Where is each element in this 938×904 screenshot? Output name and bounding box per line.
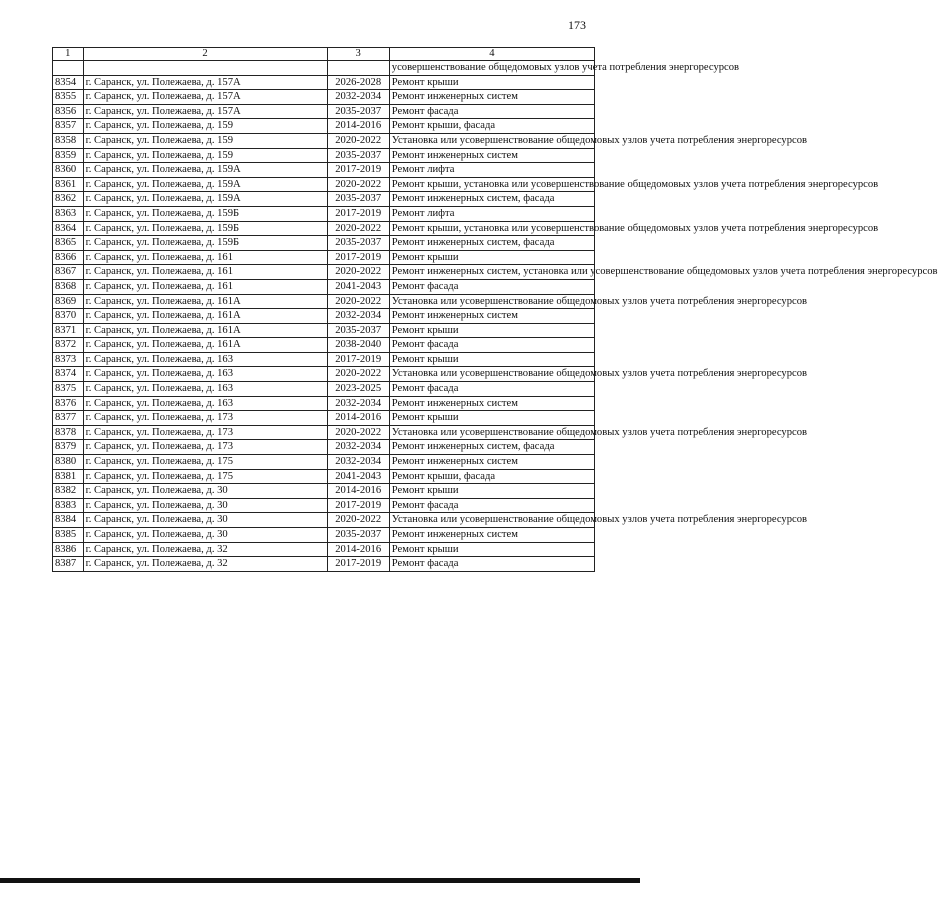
address-cell: г. Саранск, ул. Полежаева, д. 161А (83, 294, 327, 309)
row-number-cell: 8377 (53, 411, 84, 426)
row-number-cell: 8374 (53, 367, 84, 382)
table-row (53, 425, 595, 440)
row-number-cell: 8379 (53, 440, 84, 455)
address-cell: г. Саранск, ул. Полежаева, д. 159А (83, 192, 327, 207)
row-number-cell: 8382 (53, 484, 84, 499)
period-cell: 2041-2043 (327, 279, 389, 294)
address-cell: г. Саранск, ул. Полежаева, д. 175 (83, 469, 327, 484)
table-row (53, 192, 595, 207)
address-cell: г. Саранск, ул. Полежаева, д. 173 (83, 411, 327, 426)
period-cell: 2017-2019 (327, 163, 389, 178)
work-type-cell: Ремонт инженерных систем (389, 455, 594, 470)
work-type-cell: Ремонт крыши (389, 484, 594, 499)
address-cell: г. Саранск, ул. Полежаева, д. 32 (83, 542, 327, 557)
work-type-cell: Ремонт крыши (389, 411, 594, 426)
address-cell: г. Саранск, ул. Полежаева, д. 173 (83, 425, 327, 440)
period-cell: 2032-2034 (327, 455, 389, 470)
work-type-cell: Ремонт крыши (389, 542, 594, 557)
work-type-cell: Ремонт инженерных систем (389, 148, 594, 163)
period-cell: 2035-2037 (327, 148, 389, 163)
work-type-cell: Ремонт инженерных систем (389, 528, 594, 543)
table-row (53, 469, 595, 484)
work-type-cell: Ремонт крыши, фасада (389, 469, 594, 484)
row-number-cell: 8376 (53, 396, 84, 411)
row-number-cell: 8364 (53, 221, 84, 236)
work-type-cell: Ремонт крыши (389, 75, 594, 90)
period-cell: 2032-2034 (327, 396, 389, 411)
table-row (53, 177, 595, 192)
period-cell: 2017-2019 (327, 250, 389, 265)
column-header: 2 (83, 48, 327, 61)
address-cell: г. Саранск, ул. Полежаева, д. 159Б (83, 221, 327, 236)
row-number-cell: 8370 (53, 309, 84, 324)
work-type-cell: Ремонт инженерных систем, фасада (389, 236, 594, 251)
row-number-cell: 8387 (53, 557, 84, 572)
address-cell: г. Саранск, ул. Полежаева, д. 30 (83, 528, 327, 543)
period-cell: 2020-2022 (327, 367, 389, 382)
address-cell: г. Саранск, ул. Полежаева, д. 157А (83, 90, 327, 105)
row-number-cell: 8375 (53, 382, 84, 397)
address-cell: г. Саранск, ул. Полежаева, д. 175 (83, 455, 327, 470)
table-row (53, 236, 595, 251)
table-row (53, 104, 595, 119)
work-type-cell: Ремонт фасада (389, 382, 594, 397)
row-number-cell (53, 61, 84, 76)
table-row (53, 528, 595, 543)
address-cell: г. Саранск, ул. Полежаева, д. 157А (83, 75, 327, 90)
period-cell: 2032-2034 (327, 440, 389, 455)
table-row (53, 133, 595, 148)
row-number-cell: 8384 (53, 513, 84, 528)
work-type-cell: Ремонт фасада (389, 104, 594, 119)
table-row (53, 90, 595, 105)
work-type-cell: Установка или усовершенствование общедомовых узлов учета потребления энергоресурсов (389, 367, 594, 382)
address-cell: г. Саранск, ул. Полежаева, д. 161 (83, 265, 327, 280)
period-cell (327, 61, 389, 76)
row-number-cell: 8386 (53, 542, 84, 557)
table-row (53, 513, 595, 528)
row-number-cell: 8360 (53, 163, 84, 178)
work-type-cell: Ремонт крыши, установка или усовершенствование общедомовых узлов учета потребления энергоресурсов (389, 177, 594, 192)
address-cell: г. Саранск, ул. Полежаева, д. 161А (83, 309, 327, 324)
period-cell: 2020-2022 (327, 221, 389, 236)
row-number-cell: 8378 (53, 425, 84, 440)
page-number: 173 (568, 18, 586, 32)
table-row (53, 119, 595, 134)
address-cell: г. Саранск, ул. Полежаева, д. 161А (83, 338, 327, 353)
row-number-cell: 8366 (53, 250, 84, 265)
table-row (53, 221, 595, 236)
work-type-cell: Ремонт инженерных систем (389, 396, 594, 411)
work-type-cell: Ремонт крыши (389, 250, 594, 265)
address-cell: г. Саранск, ул. Полежаева, д. 159Б (83, 206, 327, 221)
period-cell: 2035-2037 (327, 104, 389, 119)
address-cell: г. Саранск, ул. Полежаева, д. 159А (83, 163, 327, 178)
work-type-cell: Установка или усовершенствование общедомовых узлов учета потребления энергоресурсов (389, 425, 594, 440)
column-header: 3 (327, 48, 389, 61)
table-row (53, 323, 595, 338)
address-cell: г. Саранск, ул. Полежаева, д. 159 (83, 119, 327, 134)
period-cell: 2014-2016 (327, 542, 389, 557)
row-number-cell: 8373 (53, 352, 84, 367)
table-body (53, 61, 938, 572)
table-row (53, 484, 595, 499)
table-row (53, 352, 595, 367)
row-number-cell: 8372 (53, 338, 84, 353)
table-row (53, 163, 595, 178)
repair-schedule-table (52, 47, 938, 572)
header-row (53, 48, 595, 61)
table-row (53, 61, 595, 76)
row-number-cell: 8385 (53, 528, 84, 543)
scan-edge-bar (0, 878, 640, 883)
period-cell: 2017-2019 (327, 557, 389, 572)
table-row (53, 148, 595, 163)
row-number-cell: 8361 (53, 177, 84, 192)
table-row (53, 338, 595, 353)
column-header: 4 (389, 48, 594, 61)
address-cell: г. Саранск, ул. Полежаева, д. 30 (83, 498, 327, 513)
period-cell: 2035-2037 (327, 192, 389, 207)
address-cell: г. Саранск, ул. Полежаева, д. 163 (83, 396, 327, 411)
address-cell: г. Саранск, ул. Полежаева, д. 161А (83, 323, 327, 338)
period-cell: 2032-2034 (327, 309, 389, 324)
row-number-cell: 8355 (53, 90, 84, 105)
address-cell: г. Саранск, ул. Полежаева, д. 161 (83, 279, 327, 294)
period-cell: 2020-2022 (327, 513, 389, 528)
table-row (53, 250, 595, 265)
period-cell: 2035-2037 (327, 323, 389, 338)
period-cell: 2041-2043 (327, 469, 389, 484)
row-number-cell: 8368 (53, 279, 84, 294)
work-type-cell: Ремонт крыши (389, 323, 594, 338)
work-type-cell: Ремонт инженерных систем, установка или усовершенствование общедомовых узлов учета потребления энергоресурсов (389, 265, 594, 280)
row-number-cell: 8367 (53, 265, 84, 280)
period-cell: 2017-2019 (327, 498, 389, 513)
row-number-cell: 8363 (53, 206, 84, 221)
row-number-cell: 8365 (53, 236, 84, 251)
table-row (53, 309, 595, 324)
row-number-cell: 8369 (53, 294, 84, 309)
table-row (53, 265, 595, 280)
period-cell: 2026-2028 (327, 75, 389, 90)
address-cell: г. Саранск, ул. Полежаева, д. 159 (83, 148, 327, 163)
period-cell: 2020-2022 (327, 265, 389, 280)
work-type-cell: Ремонт фасада (389, 279, 594, 294)
work-type-cell: Ремонт фасада (389, 557, 594, 572)
address-cell: г. Саранск, ул. Полежаева, д. 30 (83, 513, 327, 528)
table-row (53, 396, 595, 411)
work-type-cell: Ремонт инженерных систем (389, 90, 594, 105)
work-type-cell: Ремонт крыши, фасада (389, 119, 594, 134)
table-row (53, 542, 595, 557)
address-cell: г. Саранск, ул. Полежаева, д. 159Б (83, 236, 327, 251)
period-cell: 2017-2019 (327, 206, 389, 221)
work-type-cell: Ремонт инженерных систем (389, 309, 594, 324)
period-cell: 2023-2025 (327, 382, 389, 397)
period-cell: 2035-2037 (327, 528, 389, 543)
address-cell: г. Саранск, ул. Полежаева, д. 159 (83, 133, 327, 148)
work-type-cell: Ремонт фасада (389, 498, 594, 513)
work-type-cell: Ремонт лифта (389, 206, 594, 221)
column-header: 1 (53, 48, 84, 61)
row-number-cell: 8354 (53, 75, 84, 90)
address-cell: г. Саранск, ул. Полежаева, д. 163 (83, 367, 327, 382)
period-cell: 2038-2040 (327, 338, 389, 353)
work-type-cell: Ремонт инженерных систем, фасада (389, 440, 594, 455)
row-number-cell: 8371 (53, 323, 84, 338)
work-type-cell: Ремонт крыши, установка или усовершенствование общедомовых узлов учета потребления энергоресурсов (389, 221, 594, 236)
period-cell: 2035-2037 (327, 236, 389, 251)
table-row (53, 75, 595, 90)
work-type-cell: Установка или усовершенствование общедомовых узлов учета потребления энергоресурсов (389, 133, 594, 148)
address-cell: г. Саранск, ул. Полежаева, д. 161 (83, 250, 327, 265)
table-row (53, 367, 595, 382)
address-cell: г. Саранск, ул. Полежаева, д. 32 (83, 557, 327, 572)
work-type-cell: Установка или усовершенствование общедомовых узлов учета потребления энергоресурсов (389, 513, 594, 528)
address-cell: г. Саранск, ул. Полежаева, д. 173 (83, 440, 327, 455)
work-type-cell: Ремонт крыши (389, 352, 594, 367)
address-cell: г. Саранск, ул. Полежаева, д. 163 (83, 382, 327, 397)
address-cell (83, 61, 327, 76)
table-row (53, 411, 595, 426)
row-number-cell: 8359 (53, 148, 84, 163)
work-type-cell: Установка или усовершенствование общедомовых узлов учета потребления энергоресурсов (389, 294, 594, 309)
work-type-cell: Ремонт лифта (389, 163, 594, 178)
period-cell: 2020-2022 (327, 133, 389, 148)
period-cell: 2017-2019 (327, 352, 389, 367)
row-number-cell: 8357 (53, 119, 84, 134)
period-cell: 2020-2022 (327, 425, 389, 440)
address-cell: г. Саранск, ул. Полежаева, д. 157А (83, 104, 327, 119)
table-row (53, 440, 595, 455)
period-cell: 2020-2022 (327, 177, 389, 192)
work-type-cell: усовершенствование общедомовых узлов учета потребления энергоресурсов (389, 61, 594, 76)
address-cell: г. Саранск, ул. Полежаева, д. 30 (83, 484, 327, 499)
period-cell: 2014-2016 (327, 484, 389, 499)
row-number-cell: 8362 (53, 192, 84, 207)
table-row (53, 557, 595, 572)
row-number-cell: 8383 (53, 498, 84, 513)
period-cell: 2020-2022 (327, 294, 389, 309)
row-number-cell: 8380 (53, 455, 84, 470)
row-number-cell: 8356 (53, 104, 84, 119)
address-cell: г. Саранск, ул. Полежаева, д. 159А (83, 177, 327, 192)
work-type-cell: Ремонт инженерных систем, фасада (389, 192, 594, 207)
row-number-cell: 8381 (53, 469, 84, 484)
row-number-cell: 8358 (53, 133, 84, 148)
table-row (53, 455, 595, 470)
period-cell: 2032-2034 (327, 90, 389, 105)
table-row (53, 294, 595, 309)
table-row (53, 498, 595, 513)
table-row (53, 279, 595, 294)
period-cell: 2014-2016 (327, 411, 389, 426)
table-row (53, 382, 595, 397)
address-cell: г. Саранск, ул. Полежаева, д. 163 (83, 352, 327, 367)
period-cell: 2014-2016 (327, 119, 389, 134)
work-type-cell: Ремонт фасада (389, 338, 594, 353)
table-row (53, 206, 595, 221)
